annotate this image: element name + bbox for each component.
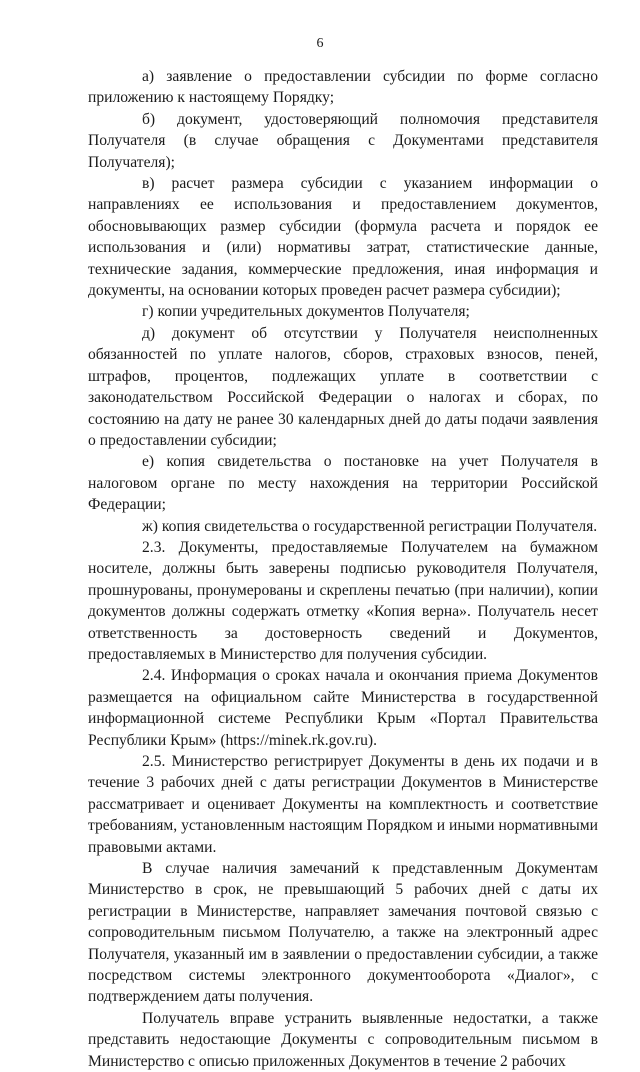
document-body xyxy=(88,66,598,1072)
paragraph: В случае наличия замечаний к представленным Документам Министерство в срок, не превышающий 5 рабочих дней с даты их регистрации в Министерстве, направляет замечания почтовой связью с сопроводительным письмом Получателю, а также на электронный адрес Получателя, указанный им в заявлении о предоставлении субсидии, а также посредством системы электронного документооборота «Диалог», с подтверждением даты получения. xyxy=(88,860,598,1006)
paragraph: а) заявление о предоставлении субсидии по форме согласно приложению к настоящему Порядку; xyxy=(88,68,598,107)
paragraph: ж) копия свидетельства о государственной регистрации Получателя. xyxy=(142,517,598,535)
paragraph: д) документ об отсутствии у Получателя неисполненных обязанностей по уплате налогов, сборов, страховых взносов, пеней, штрафов, процентов, подлежащих уплате в соответствии с законодательством Российской Федерации о налогах и сборах, по состоянию на дату не ранее 30 календарных дней до даты подачи заявления о предоставлении субсидии; xyxy=(88,324,598,449)
paragraph: 2.4. Информация о сроках начала и окончания приема Документов размещается на официальном сайте Министерства в государственной информационной системе Республики Крым «Портал Правительства Республики Крым» (https://minek.rk.gov.ru). xyxy=(88,667,598,749)
paragraph: Получатель вправе устранить выявленные недостатки, а также представить недостающие Документы с сопроводительным письмом в Министерство с описью приложенных Документов в течение 2 рабочих xyxy=(88,1009,598,1070)
paragraph: 2.3. Документы, предоставляемые Получателем на бумажном носителе, должны быть заверены подписью руководителя Получателя, прошнурованы, пронумерованы и скреплены печатью (при наличии), копии документов должны содержать отметку «Копия верна». Получатель несет ответственность за достоверность сведений и Документов, предоставляемых в Министерство для получения субсидии. xyxy=(88,538,598,663)
paragraph: в) расчет размера субсидии с указанием информации о направлениях ее использования и предоставлением документов, обосновывающих размер субсидии (формула расчета и порядок ее использования и (или) нормативы затрат, статистические данные, технические задания, коммерческие предложения, иная информация и документы, на основании которых проведен расчет размера субсидии); xyxy=(88,175,598,300)
paragraph: 2.5. Министерство регистрирует Документы в день их подачи и в течение 3 рабочих дней с даты регистрации Документов в Министерстве рассматривает и оценивает Документы на комплектность и соответствие требованиям, установленным настоящим Порядком и иными нормативными правовыми актами. xyxy=(88,753,598,856)
paragraph: б) документ, удостоверяющий полномочия представителя Получателя (в случае обращения с Документами представителя Получателя); xyxy=(88,110,598,171)
paragraph: г) копии учредительных документов Получателя; xyxy=(142,303,470,321)
paragraph: е) копия свидетельства о постановке на учет Получателя в налоговом органе по месту нахождения на территории Российской Федерации; xyxy=(88,453,598,514)
page-number: 6 xyxy=(316,36,324,51)
